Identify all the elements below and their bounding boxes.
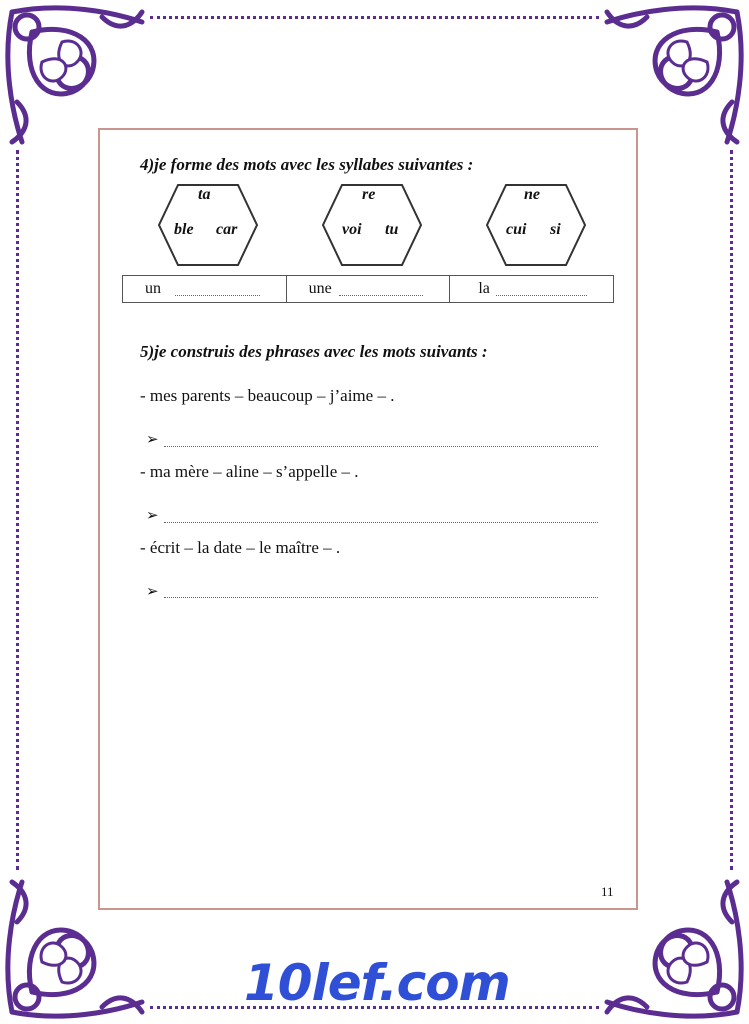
frame-dotted-left	[16, 150, 19, 870]
sentence-prompt-2: - ma mère – aline – s’appelle – .	[140, 462, 359, 481]
arrow-icon: ➢	[146, 584, 159, 600]
answer-cell-1[interactable]	[123, 276, 287, 302]
exercise-4-title: 4)je forme des mots avec les syllabes suivantes :	[140, 155, 474, 174]
syllable-hexagon-1	[158, 184, 258, 266]
syllable-top: ne	[524, 186, 540, 203]
syllable-left: cui	[506, 221, 527, 238]
page-number: 11	[601, 884, 614, 899]
sentence-answer-line-1[interactable]	[164, 446, 598, 447]
frame-dotted-top	[150, 16, 599, 19]
syllable-right: car	[216, 221, 238, 238]
syllable-hexagon-3	[486, 184, 586, 266]
arrow-icon: ➢	[146, 432, 159, 448]
answer-blank	[496, 295, 587, 296]
sentence-prompt-1: - mes parents – beaucoup – j’aime – .	[140, 386, 395, 405]
syllable-left: voi	[342, 221, 362, 238]
syllable-top: re	[362, 186, 376, 203]
sentence-answer-line-3[interactable]	[164, 597, 598, 598]
frame-dotted-right	[730, 150, 733, 870]
article-label: un	[145, 280, 161, 297]
syllable-right: tu	[385, 221, 399, 238]
sentence-answer-line-2[interactable]	[164, 522, 598, 523]
article-label: une	[308, 280, 332, 297]
syllable-left: ble	[174, 221, 194, 238]
exercise-5-title: 5)je construis des phrases avec les mots suivants :	[140, 342, 488, 361]
answer-cell-3[interactable]	[450, 276, 613, 302]
sentence-prompt-3: - écrit – la date – le maître – .	[140, 538, 341, 557]
site-watermark: 10lef.com	[244, 954, 510, 1012]
answer-blank	[175, 295, 260, 296]
answer-blank	[339, 295, 424, 296]
article-label: la	[478, 280, 490, 297]
syllable-hexagon-2	[322, 184, 422, 266]
syllable-right: si	[550, 221, 561, 238]
syllable-top: ta	[198, 186, 211, 203]
answer-cell-2[interactable]	[287, 276, 451, 302]
word-answer-table	[122, 275, 614, 303]
arrow-icon: ➢	[146, 508, 159, 524]
